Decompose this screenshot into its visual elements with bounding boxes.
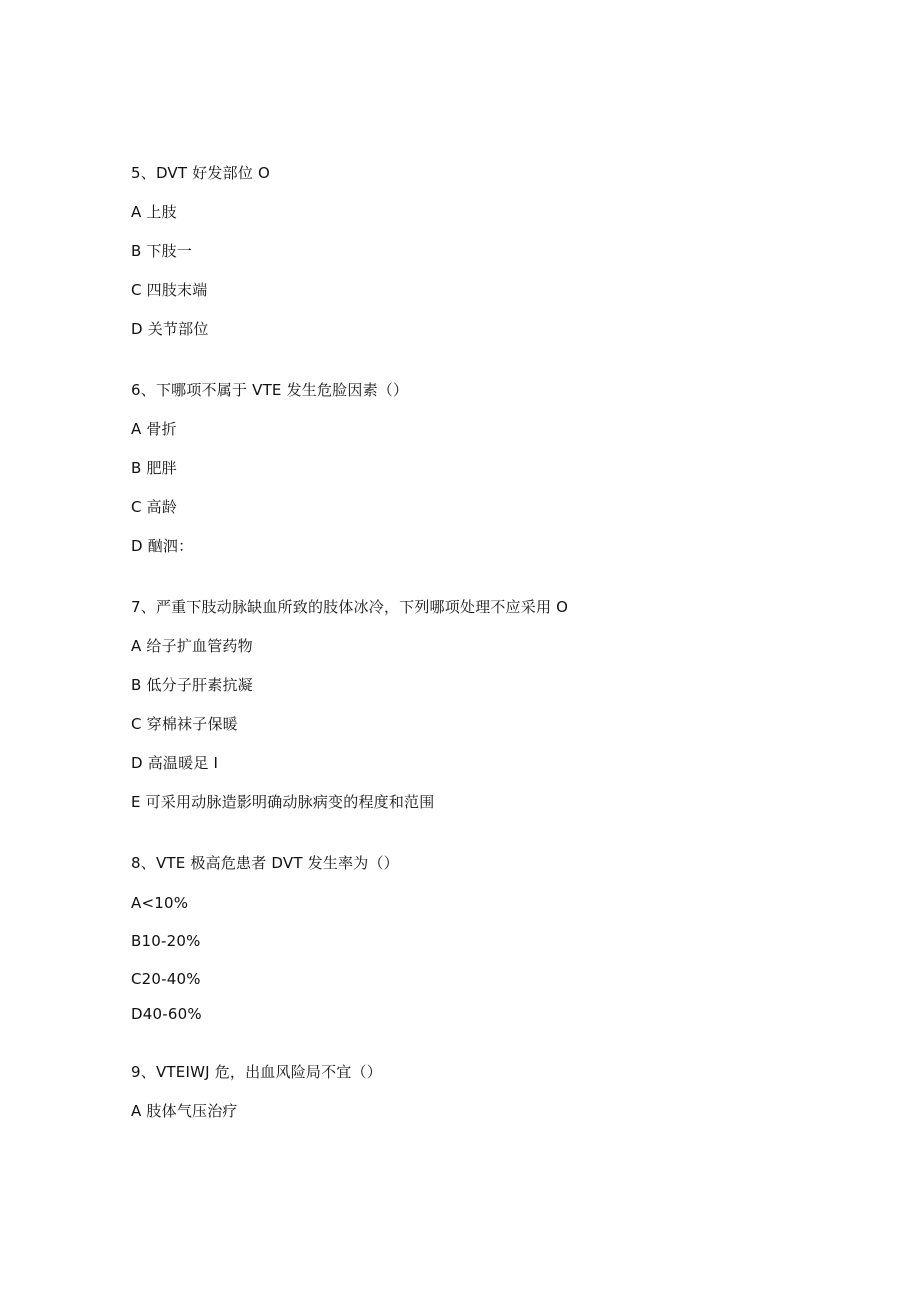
question-5-option-c: C 四肢末端 [131,281,208,299]
question-8-stem: 8、VTE 极高危患者 DVT 发生率为（） [131,854,399,872]
question-9-option-a: A 肢体气压治疗 [131,1102,238,1120]
question-6-stem: 6、下哪项不属于 VTE 发生危脸因素（） [131,381,409,399]
question-6-option-a: A 骨折 [131,420,177,438]
question-5-stem: 5、DVT 好发部位 O [131,164,270,182]
question-8-option-b: B10-20% [131,932,201,950]
question-7-option-b: B 低分子肝素抗凝 [131,676,253,694]
question-7-option-c: C 穿棉袜子保暖 [131,715,238,733]
question-5-option-b: B 下肢一 [131,242,193,260]
question-6-option-d: D 酗泗： [131,537,194,555]
question-5-option-d: D 关节部位 [131,320,209,338]
question-8-option-d: D40-60% [131,1005,202,1023]
question-7-option-d: D 高温暖足 I [131,754,219,772]
question-7-stem: 7、严重下肢动脉缺血所致的肢体冰冷，下列哪项处理不应采用 O [131,598,569,616]
question-6-option-b: B 肥胖 [131,459,177,477]
question-8-option-a: A<10% [131,894,189,912]
question-7-option-e: E 可采用动脉造影明确动脉病变的程度和范围 [131,793,435,811]
question-9-stem: 9、VTEIWJ 危，出血风险局不宜（） [131,1063,382,1081]
question-5-option-a: A 上肢 [131,203,177,221]
question-6-option-c: C 高龄 [131,498,178,516]
question-7-option-a: A 给子扩血管药物 [131,637,253,655]
question-8-option-c: C20-40% [131,970,201,988]
